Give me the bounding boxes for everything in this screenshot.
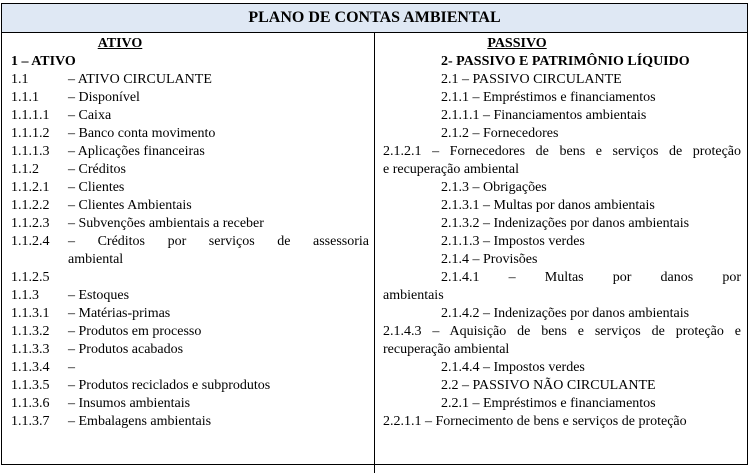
account-label: – Caixa xyxy=(68,108,112,123)
account-label: 2.1 – PASSIVO CIRCULANTE xyxy=(441,72,622,87)
account-code: 1.1.3.6 xyxy=(11,396,50,411)
account-label-continued: ambientais xyxy=(383,288,444,303)
account-row xyxy=(383,179,741,197)
account-label: – Matérias-primas xyxy=(68,306,171,321)
account-code: 1.1.1.3 xyxy=(11,144,50,159)
account-label: – Produtos reciclados e subprodutos xyxy=(68,378,271,393)
account-code: 1.1.2.4 xyxy=(11,234,50,249)
account-row xyxy=(11,323,369,341)
account-label: 2.1.1.1 – Financiamentos ambientais xyxy=(441,108,647,123)
account-label: – Disponível xyxy=(68,90,140,105)
account-label: – Créditos xyxy=(68,162,126,177)
assets-header: ATIVO xyxy=(97,36,143,51)
account-code: 1.1 xyxy=(11,72,29,87)
account-code: 1.1.2.2 xyxy=(11,198,50,213)
account-code: 1.1.1.2 xyxy=(11,126,50,141)
account-row xyxy=(11,179,369,197)
account-row xyxy=(11,161,369,179)
account-row xyxy=(11,107,369,125)
account-row xyxy=(383,143,741,179)
account-row xyxy=(11,287,369,305)
account-label: – Produtos em processo xyxy=(68,324,202,339)
account-label: – Aplicações financeiras xyxy=(68,144,205,159)
account-row xyxy=(383,359,741,377)
account-code: 1.1.3.3 xyxy=(11,342,50,357)
account-code: 1.1.3.5 xyxy=(11,378,50,393)
liabilities-list xyxy=(383,53,741,431)
account-row xyxy=(11,143,369,161)
account-row xyxy=(11,395,369,413)
chart-of-accounts-table xyxy=(1,3,748,465)
account-row xyxy=(11,71,369,89)
account-row xyxy=(11,89,369,107)
account-code: 1 – ATIVO xyxy=(11,54,76,69)
account-label: – Créditos por serviços de assessoria ambiental xyxy=(68,234,369,267)
account-row xyxy=(383,197,741,215)
account-row xyxy=(11,53,369,71)
column-divider xyxy=(374,33,375,473)
assets-list xyxy=(11,53,369,431)
liabilities-header: PASSIVO xyxy=(487,36,547,51)
account-label: – Produtos acabados xyxy=(68,342,184,357)
account-row xyxy=(11,233,369,269)
account-row xyxy=(11,413,369,431)
account-label: 2.1.4.2 – Indenizações por danos ambientais xyxy=(441,306,690,321)
account-label: 2.2.1.1 – Fornecimento de bens e serviços de proteção xyxy=(383,414,687,429)
account-label: 2.1.2 – Fornecedores xyxy=(441,126,559,141)
table-title: PLANO DE CONTAS AMBIENTAL xyxy=(2,4,747,33)
account-row xyxy=(383,233,741,251)
account-label: 2.1.3.2 – Indenizações por danos ambientais xyxy=(441,216,690,231)
account-label: – xyxy=(68,360,75,375)
account-label: 2.2.1 – Empréstimos e financiamentos xyxy=(441,396,656,411)
account-row xyxy=(383,413,741,431)
account-label-continued: recuperação ambiental xyxy=(383,342,510,357)
account-label: – ATIVO CIRCULANTE xyxy=(68,72,212,87)
account-row xyxy=(11,125,369,143)
account-label xyxy=(68,269,369,287)
account-label: – Clientes xyxy=(68,180,125,195)
account-label: – Embalagens ambientais xyxy=(68,414,212,429)
assets-column xyxy=(11,35,369,431)
account-code: 1.1.3.2 xyxy=(11,324,50,339)
account-row xyxy=(383,71,741,89)
account-row xyxy=(383,215,741,233)
account-label: 2.1.3.1 – Multas por danos ambientais xyxy=(441,198,655,213)
account-code: 1.1.3.7 xyxy=(11,414,50,429)
account-code: 1.1.1 xyxy=(11,90,39,105)
account-code: 1.1.1.1 xyxy=(11,108,50,123)
account-label: 2.1.4.4 – Impostos verdes xyxy=(441,360,585,375)
account-row xyxy=(383,251,741,269)
account-label: – Banco conta movimento xyxy=(68,126,216,141)
account-row xyxy=(383,89,741,107)
account-code: 1.1.3.1 xyxy=(11,306,50,321)
account-row xyxy=(383,305,741,323)
account-label: 2.1.4.1 – Multas por danos por xyxy=(441,270,741,285)
account-code: 1.1.2 xyxy=(11,162,39,177)
account-label: 2- PASSIVO E PATRIMÔNIO LÍQUIDO xyxy=(441,54,690,69)
account-label: – Subvenções ambientais a receber xyxy=(68,216,264,231)
account-row xyxy=(383,125,741,143)
account-row xyxy=(383,53,741,71)
account-code: 1.1.2.3 xyxy=(11,216,50,231)
account-label: 2.1.1.3 – Impostos verdes xyxy=(441,234,585,249)
account-row xyxy=(11,359,369,377)
account-row xyxy=(383,395,741,413)
account-row xyxy=(383,323,741,359)
account-code: 1.1.3.4 xyxy=(11,360,50,375)
account-row xyxy=(383,377,741,395)
account-row xyxy=(11,269,369,287)
account-row xyxy=(383,107,741,125)
account-code: 1.1.2.5 xyxy=(11,270,50,285)
account-row xyxy=(11,305,369,323)
account-row xyxy=(383,269,741,305)
account-label-continued: e recuperação ambiental xyxy=(383,162,520,177)
account-label: 2.1.4.3 – Aquisição de bens e serviços de proteção e xyxy=(383,324,741,339)
account-row xyxy=(11,215,369,233)
account-label: 2.1.4 – Provisões xyxy=(441,252,538,267)
account-label: – Clientes Ambientais xyxy=(68,198,192,213)
account-label: 2.1.1 – Empréstimos e financiamentos xyxy=(441,90,656,105)
account-code: 1.1.2.1 xyxy=(11,180,50,195)
account-row xyxy=(11,341,369,359)
account-label: 2.1.3 – Obrigações xyxy=(441,180,547,195)
account-row xyxy=(11,197,369,215)
account-label: – Insumos ambientais xyxy=(68,396,191,411)
account-label: – Estoques xyxy=(68,288,130,303)
account-label: 2.1.2.1 – Fornecedores de bens e serviços de proteção xyxy=(383,144,741,159)
account-label: 2.2 – PASSIVO NÃO CIRCULANTE xyxy=(441,378,656,393)
account-code: 1.1.3 xyxy=(11,288,39,303)
liabilities-column xyxy=(383,35,741,431)
account-row xyxy=(11,377,369,395)
